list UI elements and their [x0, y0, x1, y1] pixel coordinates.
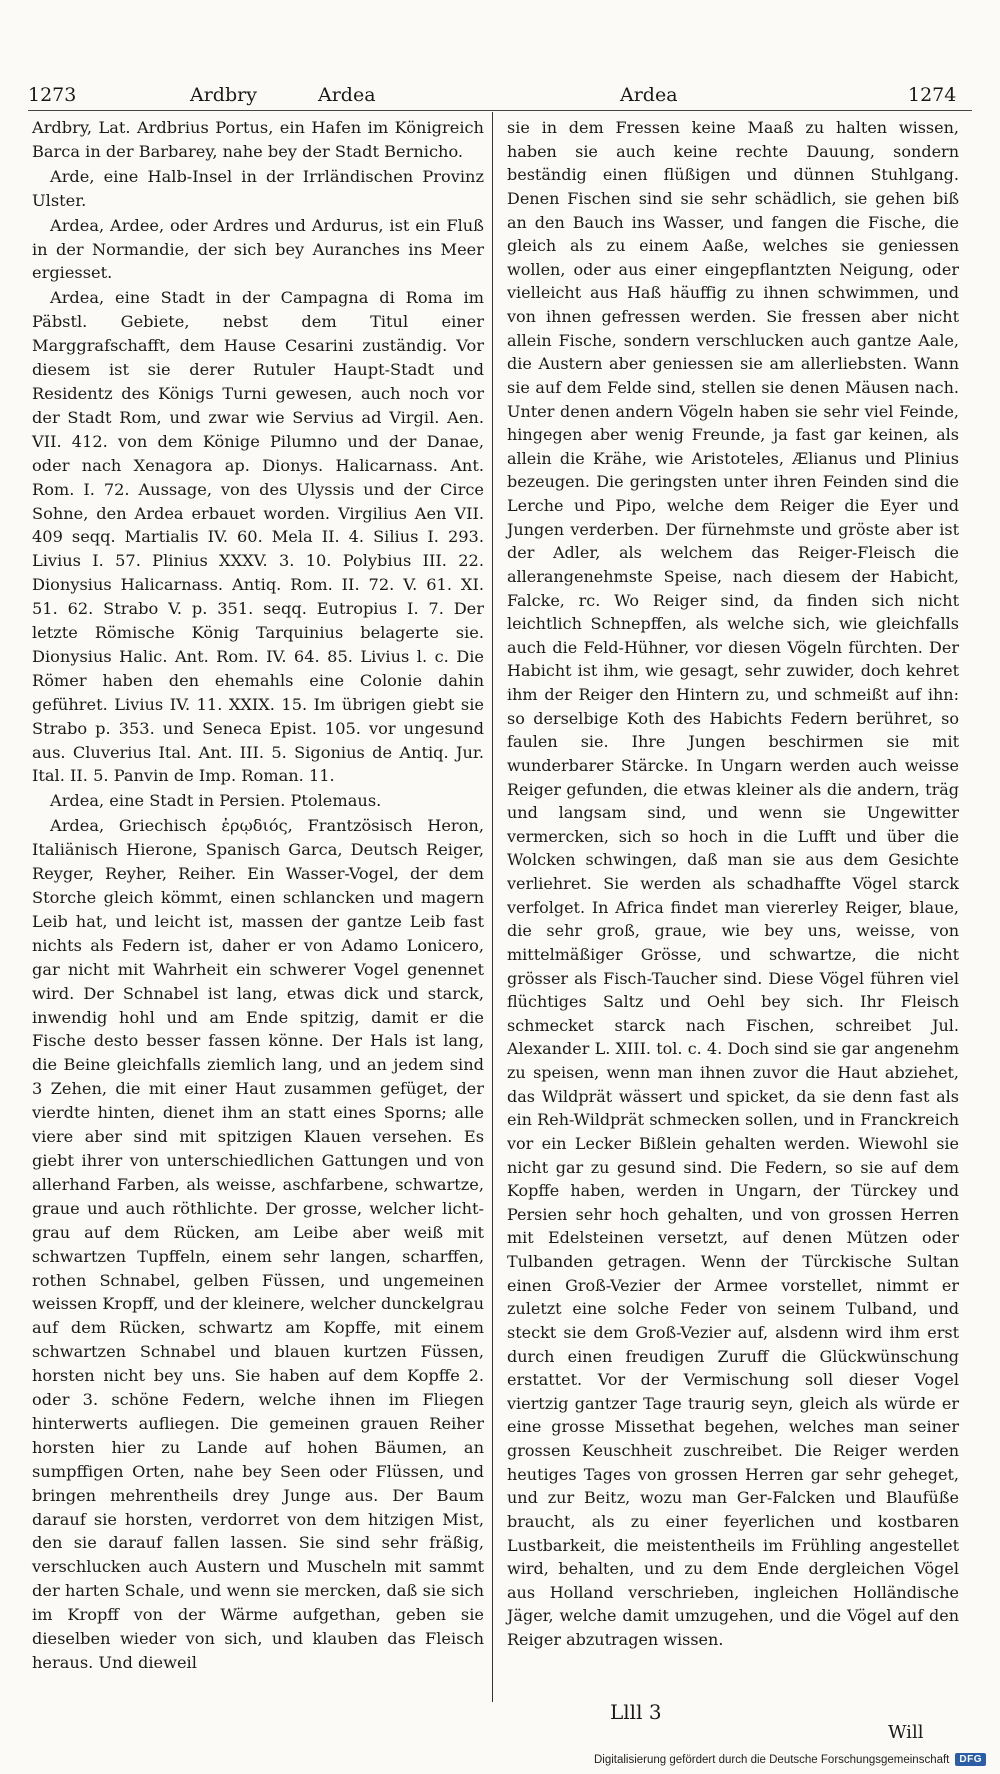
entry-arde: Arde, eine Halb-Insel in der Irrländischen Provinz Ulster.	[32, 166, 484, 210]
entry-ardea-heron: Ardea, Griechisch ἐρῳδιός, Frantzösisch Heron, Italiänisch Hierone, Spanisch Garca, Deutsch Reiger, Reyger, Reyher, Reiher. Ein Wasser-Vogel, der dem Storche gleich kömmt, einen schlancken und magern Leib hat, und leicht ist, massen der gantze Leib fast nichts als Federn ist, daher er von Adamo Lonicero, gar nicht mit Wahrheit ein schwerer Vogel genennet wird. Der Schnabel ist lang, etwas dick und starck, inwendig hohl und am Ende spitzig, damit er die Fische desto besser fassen könne. Der Hals ist lang, die Beine gleichfalls ziemlich lang, und an jedem sind 3 Zehen, die mit einer Haut zusammen gefüget, der vierdte hinten, dienet ihm an statt eines Sporns; alle viere aber sind mit spitzigen Klauen versehen. Es giebt ihrer von unterschiedlichen Gattungen und von allerhand Farben, als weisse, aschfarbene, schwartze, graue und auch röthlichte. Der grosse, welcher licht-grau auf dem Rücken, am Leibe aber weiß mit schwartzen Tupffeln, einem sehr langen, scharffen, rothen Schnabel, gelben Füssen, und ungemeinen weissen Kropff, und der kleinere, welcher dunckelgrau auf dem Rücken, schwartz am Kopffe, mit einem schwartzen Schnabel und blauen kurtzen Füssen, horsten nicht bey uns. Sie haben auf dem Kopffe 2. oder 3. schöne Federn, welche ihnen im Fliegen hinterwerts aufliegen. Die gemeinen grauen Reiher horsten hier zu Lande auf hohen Bäumen, an sumpffigen Orten, nahe bey Seen oder Flüssen, und bringen mehrentheils drey Junge aus. Der Baum darauf sie horsten, verdorret von dem hitzigen Mist, den sie darauf fallen lassen. Sie sind sehr fräßig, verschlucken auch Austern und Muscheln mit sammt der harten Schale, und wenn sie mercken, daß sie sich im Kropff von der Wärme aufgethan, geben sie dieselben wieder von sich, und klauben das Fleisch heraus. Und dieweil	[32, 816, 484, 1672]
credit-text: Digitalisierung gefördert durch die Deutsche Forschungsgemeinschaft	[593, 1753, 950, 1766]
left-headword-1: Ardbry	[190, 84, 257, 106]
entry-ardea-city-persia: Ardea, eine Stadt in Persien. Ptolemaus.	[50, 791, 382, 811]
right-column	[507, 116, 959, 1653]
signature-mark: Llll 3	[610, 1700, 662, 1724]
header-rule	[28, 110, 972, 111]
right-headword: Ardea	[620, 84, 678, 106]
entry-ardea-river: Ardea, Ardee, oder Ardres und Ardurus, ist ein Fluß in der Normandie, der sich bey Auranches ins Meer ergiesset.	[32, 215, 484, 283]
entry-ardbry: Ardbry, Lat. Ardbrius Portus, ein Hafen im Königreich Barca in der Barbarey, nahe bey der Stadt Bernicho.	[32, 118, 484, 161]
digitization-credit	[594, 1753, 986, 1766]
dfg-logo-icon: DFG	[955, 1753, 986, 1766]
entry-ardea-city-roma: Ardea, eine Stadt in der Campagna di Roma im Päbstl. Gebiete, nebst dem Titul einer Marggrafschafft, dem Hause Cesarini zuständig. Vor diesem ist sie derer Rutuler Haupt-Stadt und Residentz des Königs Turni gewesen, auch noch vor der Stadt Rom, und zwar wie Servius ad Virgil. Aen. VII. 412. von dem Könige Pilumno und der Danae, oder nach Xenagora ap. Dionys. Halicarnass. Ant. Rom. I. 72. Aussage, von des Ulyssis und der Circe Sohne, den Ardea erbauet worden. Virgilius Aen VII. 409 seqq. Martialis IV. 60. Mela II. 4. Silius I. 293. Livius I. 57. Plinius XXXV. 3. 10. Polybius III. 22. Dionysius Halicarnass. Antiq. Rom. II. 72. V. 61. XI. 51. 62. Strabo V. p. 351. seqq. Eutropius I. 7. Der letzte Römische König Tarquinius belagerte sie. Dionysius Halic. Ant. Rom. IV. 64. 85. Livius l. c. Die Römer haben den ehemahls eine Colonie dahin geführet. Livius IV. 11. XXIX. 15. Im übrigen giebt sie Strabo p. 353. und Seneca Epist. 105. vor ungesund aus. Cluverius Ital. Ant. III. 5. Sigonius de Antiq. Jur. Ital. II. 5. Panvin de Imp. Roman. 11.	[32, 288, 484, 786]
right-page-number: 1274	[908, 84, 957, 106]
column-divider	[492, 112, 493, 1702]
page-header	[28, 84, 968, 110]
left-column	[32, 116, 484, 1676]
entry-ardea-heron-continued: sie in dem Fressen keine Maaß zu halten wissen, haben sie auch keine rechte Dauung, sondern beständig einen flüßigen und dünnen Stuhlgang. Denen Fischen sind sie sehr schädlich, sie gehen biß an den Bauch ins Wasser, und fangen die Fische, die gleich als zu einem Aaße, welches sie geniessen wollen, oder aus einer eingepflantzten Neigung, oder vielleicht aus Haß häuffig zu ihnen schwimmen, und von ihnen gefressen werden. Sie fressen aber nicht allein Fische, sondern verschlucken auch gantze Aale, die Austern aber geniessen sie am allerliebsten. Wann sie auf dem Felde sind, stellen sie denen Mäusen nach. Unter denen andern Vögeln haben sie sehr viel Feinde, hingegen aber wenig Freunde, ja fast gar keinen, als allein die Krähe, wie Aristoteles, Ælianus und Plinius bezeugen. Die geringsten unter ihren Feinden sind die Lerche und Pipo, welche dem Reiger die Eyer und Jungen verderben. Der fürnehmste und gröste aber ist der Adler, als welchem das Reiger-Fleisch die allerangenehmste Speise, nach diesem der Habicht, Falcke, rc. Wo Reiger sind, da finden sich nicht leichtlich Schnepffen, als welche sich, wie gleichfalls auch die Feld-Hühner, vor diesen Vögeln fürchten. Der Habicht ist ihm, wie gesagt, sehr zuwider, doch kehret ihm der Reiger den Hintern zu, und schmeißt auf ihn: so derselbige Koth des Habichts Federn berühret, so faulen sie. Ihre Jungen beschirmen sie mit wunderbarer Stärcke. In Ungarn werden auch weisse Reiger gefunden, die etwas kleiner als die andern, träg und langsam sind, und wenn sie Ungewitter vermercken, sich so hoch in die Lufft und über die Wolcken schwingen, daß man sie aus dem Gesichte verliehret. Sie werden als schadhaffte Vögel starck verfolget. In Africa findet man viererley Reiger, blaue, die sehr groß, graue, wie bey uns, weisse, von mittelmäßiger Grösse, und schwartze, die nicht grösser als Fisch-Taucher sind. Diese Vögel führen viel flüchtiges Saltz und Oehl bey sich. Ihr Fleisch schmecket starck nach Fischen, schreibet Jul. Alexander L. XIII. tol. c. 4. Doch sind sie gar angenehm zu speisen, wenn man ihnen zuvor die Haut abziehet, das Wildprät wässert und spicket, da sie denn fast als ein Reh-Wildprät schmecken sollen, und in Franckreich vor ein Lecker Bißlein gehalten werden. Wiewohl sie nicht gar zu gesund sind. Die Federn, so sie auf dem Kopffe haben, werden in Ungarn, der Türckey und Persien sehr hoch gehalten, und von grossen Herren mit Edelsteinen versetzt, auf denen Mützen oder Tulbanden getragen. Wenn der Türckische Sultan einen Groß-Vezier der Armee vorstellet, nimmt er zuletzt eine solche Feder von seinem Tulband, und steckt sie dem Groß-Vezier auf, alsdenn wird ihm erst durch einen freudigen Zuruff die Glückwünschung erstattet. Vor der Vermischung soll dieser Vogel viertzig gantzer Tage traurig seyn, gleich als würde er eine grosse Missethat begehen, welches man seiner grossen Keuschheit zuschreibet. Die Reiger werden heutiges Tages von grossen Herren gar sehr geheget, und zur Beitz, wozu man Ger-Falcken und Blaufüße braucht, als zu einer feyerlichen und kostbaren Lustbarkeit, die meistentheils im Frühling angestellet wird, behalten, und zu dem Ende dergleichen Vögel aus Holland verschrieben, ingleichen Holländische Jäger, welche damit umzugehen, und die Vögel auf den Reiger abzutragen wissen.	[507, 118, 959, 1649]
left-page-number: 1273	[28, 84, 77, 106]
left-headword-2: Ardea	[318, 84, 376, 106]
catchword: Will	[888, 1722, 924, 1743]
